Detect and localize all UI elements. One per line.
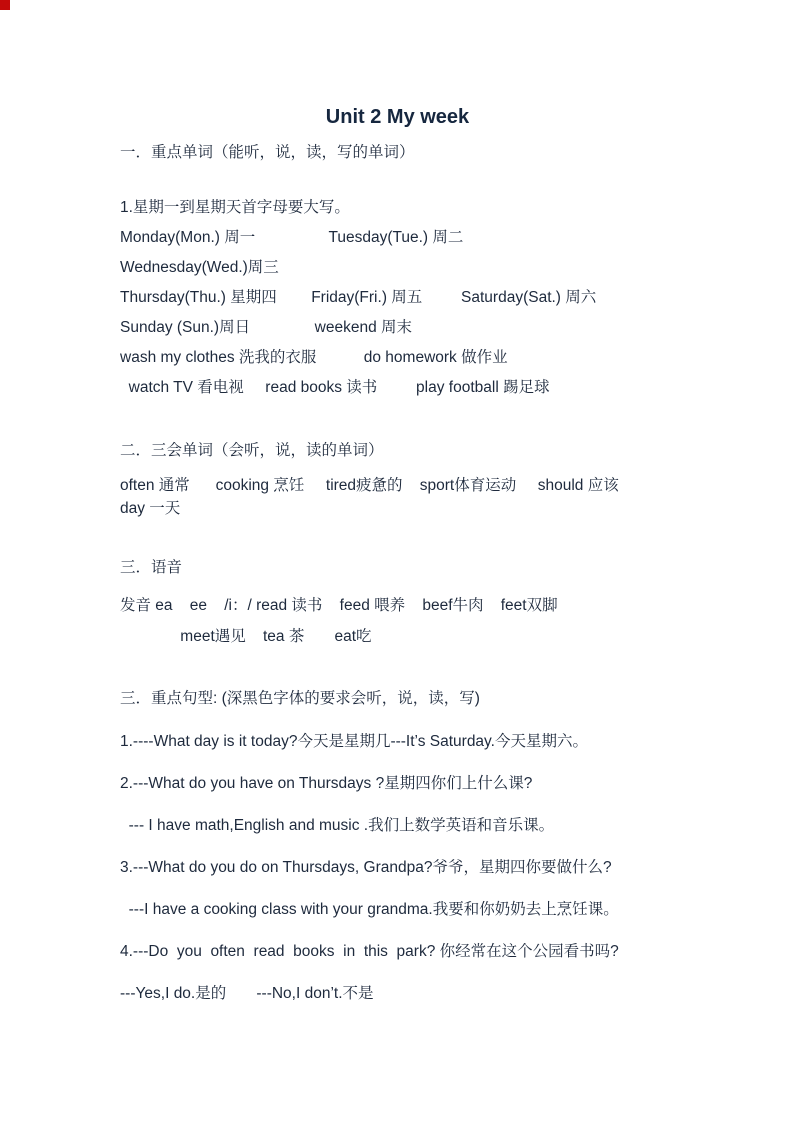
sentence-line: 3.---What do you do on Thursdays, Grandpa?爷爷，星期四你要做什么? bbox=[120, 859, 612, 876]
sentence-line: ---Yes,I do.是的 ---No,I don’t.不是 bbox=[120, 985, 374, 1002]
text-line: wash my clothes 洗我的衣服 do homework 做作业 bbox=[120, 349, 508, 366]
sentence-line: --- I have math,English and music .我们上数学英语和音乐课。 bbox=[120, 817, 555, 834]
sentence-line: ---I have a cooking class with your grandma.我要和你奶奶去上烹饪课。 bbox=[120, 901, 619, 918]
sentence-line: 2.---What do you have on Thursdays ?星期四你们上什么课? bbox=[120, 775, 533, 792]
text-line: Thursday(Thu.) 星期四 Friday(Fri.) 周五 Saturday(Sat.) 周六 bbox=[120, 289, 597, 306]
text-line: 1.星期一到星期天首字母要大写。 bbox=[120, 199, 350, 216]
sentence-line: 1.----What day is it today?今天是星期几---It’s Saturday.今天星期六。 bbox=[120, 733, 588, 750]
text-line: often 通常 cooking 烹饪 tired疲惫的 sport体育运动 should 应该 bbox=[120, 477, 619, 494]
document-title: Unit 2 My week bbox=[325, 106, 470, 128]
sentence-line: 4.---Do you often read books in this park? 你经常在这个公园看书吗? bbox=[120, 943, 619, 960]
text-line: Wednesday(Wed.)周三 bbox=[120, 259, 279, 276]
section-heading-keywords: 一．重点单词（能听，说，读，写的单词） bbox=[120, 144, 415, 161]
section-heading-sentences: 三．重点句型: (深黑色字体的要求会听，说，读，写) bbox=[120, 690, 480, 707]
text-line: day 一天 bbox=[120, 500, 181, 517]
section-heading-phonics: 三．语音 bbox=[120, 559, 183, 576]
text-line: 发音 ea ee /i：/ read 读书 feed 喂养 beef牛肉 feet双脚 bbox=[120, 597, 558, 614]
text-line: Monday(Mon.) 周一 Tuesday(Tue.) 周二 bbox=[120, 229, 464, 246]
text-line: watch TV 看电视 read books 读书 play football 踢足球 bbox=[120, 379, 550, 396]
text-line: meet遇见 tea 茶 eat吃 bbox=[120, 628, 372, 645]
red-corner-mark bbox=[0, 0, 10, 10]
text-line: Sunday (Sun.)周日 weekend 周末 bbox=[120, 319, 413, 336]
section-heading-threeskill-words: 二．三会单词（会听，说，读的单词） bbox=[120, 442, 384, 459]
